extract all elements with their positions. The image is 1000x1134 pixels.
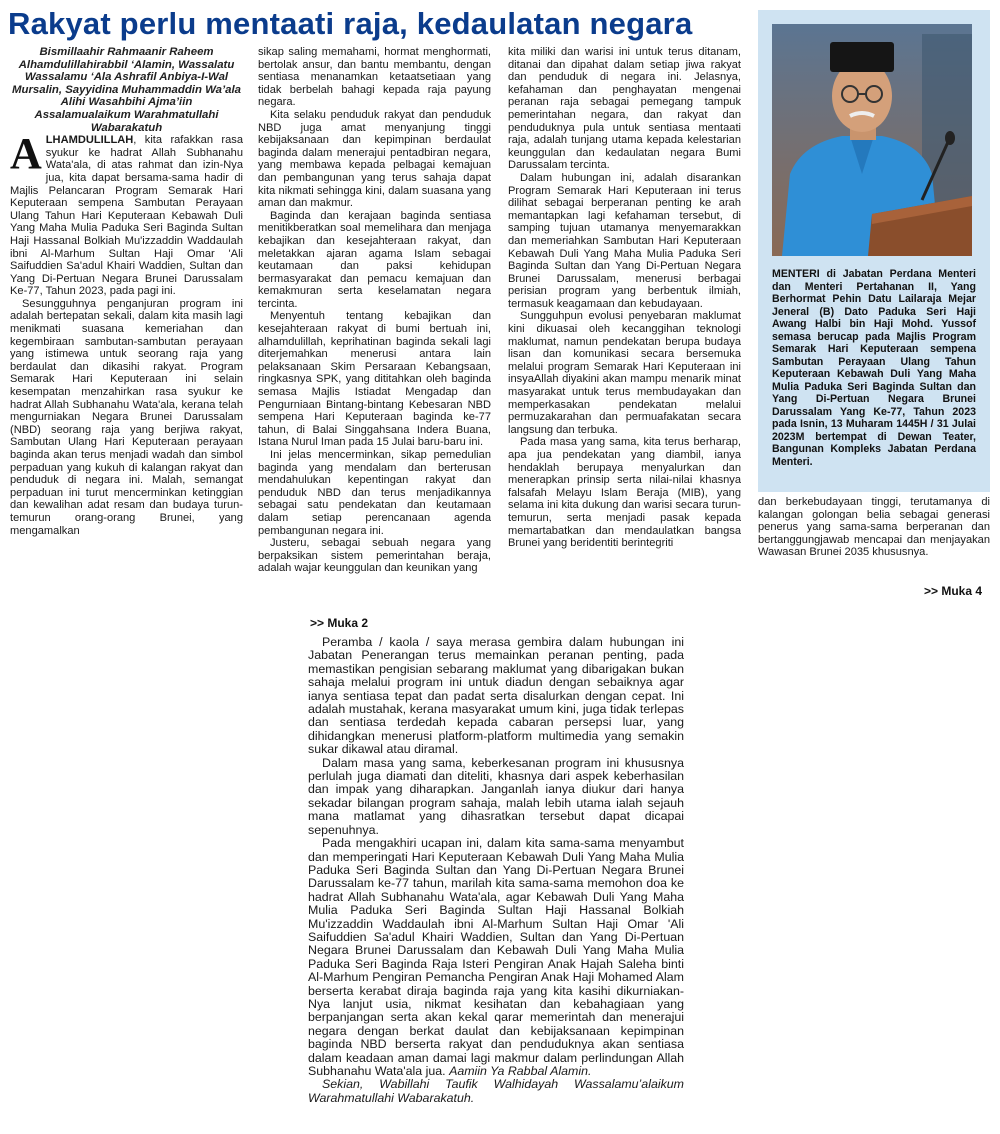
article-paragraph: Peramba / kaola / saya merasa gembira dalam hubungan ini Jabatan Penerangan terus memainkan peranan penting, pada memastikan pengisian sebarang maklumat yang dibarigakan bukan sahaja melalui program ini untuk diadun dengan sebaiknya agar ianya sentiasa tepat dan padat serta disalurkan dengan cepat. Ini adalah mustahak, kerana masyarakat umum kini, juga tidak terlepas dan sentiasa terdedah kepada cabaran persepsi luar, yang dihidangkan menerusi platform-platform multimedia yang semakin sukar dikawal atau diramal.: [308, 636, 684, 757]
jump-muka-4[interactable]: >> Muka 4: [924, 584, 983, 598]
article-paragraph: Menyentuh tentang kebajikan dan kesejahteraan rakyat di bumi bertuah ini, alhamdulillah, keprihatinan baginda sekali lagi diterjemahkan menerusi antara lain pelaksanaan Skim Persaraan Kebangsaan, ringkasnya SPK, yang dititahkan oleh baginda semasa Majlis Istiadat Mengadap dan Pengurniaan Bintang-bintang Kebesaran NBD sempena Hari Keputeraan baginda ke-77 tahun, di Balai Singgahsana Indera Buana, Istana Nurul Iman pada 15 Julai baru-baru ini.: [258, 310, 491, 449]
article-paragraph: Sungguhpun evolusi penyebaran maklumat kini dikuasai oleh kecanggihan teknologi maklumat, namun pendekatan berupa budaya lisan dan komunikasi secara bersemuka melalui program Semarak Hari Keputeraan ini insyaAllah diyakini akan mampu menarik minat masyarakat untuk terus membudayakan dan memperkasakan pendekatan melalui permuzakarahan dan permuafakatan secara langsung dan terbuka.: [508, 310, 741, 436]
article-paragraph: Kita selaku penduduk rakyat dan penduduk NBD juga amat menyanjung tinggi kebijaksanaan dan kepimpinan berdaulat baginda dalam menerajui pentadbiran negara, yang membawa kepada pelbagai kemajuan dan pembangunan yang terus sahaja dapat kita nikmati sehingga kini, dalam suasana yang aman dan makmur.: [258, 108, 491, 210]
article-paragraph: Justeru, sebagai sebuah negara yang berpaksikan sistem pemerintahan beraja, adalah wajar keunggulan dan keunikan yang: [258, 537, 491, 575]
closing-text: Sekian, Wabillahi Taufik Walhidayah Wassalamu’alaikum Warahmatullahi Wabarakatuh.: [308, 1077, 684, 1105]
lead-word: LHAMDULILLAH: [45, 134, 134, 147]
article-paragraph: kita miliki dan warisi ini untuk terus ditanam, ditanai dan dipahat dalam setiap jiwa rakyat dan penduduk di negara ini. Jelasnya, kefahaman dan penghayatan mengenai peranan raja sebagai pemegang tampuk pemerintahan negara, dan rakyat dan penduduknya pula untuk sentiasa mentaati raja, adalah tunjang utama kepada kelestarian keunggulan dan kedaulatan negara Bumi Darussalam tercinta.: [508, 46, 741, 172]
article-column-4: [758, 496, 990, 576]
continuation-column: [308, 636, 684, 1105]
drop-cap: A: [10, 129, 42, 179]
article-paragraph: sikap saling memahami, hormat menghormati, bertolak ansur, dan bantu membantu, dengan sentiasa menanamkan ketaatsetiaan yang tidak berbelah bahagi kepada raja payung negara.: [258, 46, 491, 109]
article-paragraph: Sesungguhnya penganjuran program ini adalah bertepatan sekali, dalam kita masih lagi menikmati suasana kemeriahan dan kegembiraan sambutan-sambutan perayaan yang istimewa untuk seorang raja yang berdaulat dan dikasihi rakyat. Program Semarak Hari Keputeraan ini selain kesempatan menzahirkan rasa syukur ke hadrat Allah Subhanahu Wata'ala, kerana telah mengurniakan Negara Brunei Darussalam (NBD) seorang raja yang berjiwa rakyat, Sambutan Ulang Hari Keputeraan perayaan baginda akan terus menjadi wadah dan simbol perpaduan yang kukuh di kalangan rakyat dan penduduk di negara ini. Malah, semangat perpaduan ini turut mencerminkan ketinggian dan kewalihan adat resam dan budaya turun-temurun orang-orang Brunei, yang mengamalkan: [10, 297, 243, 537]
article-paragraph: Ini jelas mencerminkan, sikap pemedulian baginda yang mendalam dan berterusan mendahulukan kepentingan rakyat dan penduduk NBD dan terus menjadikannya sebagai satu pendekatan dan keutamaan dalam setiap perencanaan agenda pembangunan negara ini.: [258, 449, 491, 537]
speaker-illustration: [772, 24, 972, 256]
article-paragraph: Pada mengakhiri ucapan ini, dalam kita sama-sama menyambut dan memperingati Hari Keputeraan Kebawah Duli Yang Maha Mulia Paduka Seri Baginda Sultan dan Yang Di-Pertuan Negara Brunei Darussalam ke-77 tahun, marilah kita sama-sama memohon doa ke hadrat Allah Subhanahu Wata'ala, agar Kebawah Duli Yang Maha Mulia Paduka Seri Baginda Sultan Haji Hassanal Bolkiah Mu'izzaddin Waddaulah ibni Al-Marhum Sultan Haji Omar 'Ali Saifuddien Sa'adul Khairi Waddien, Sultan dan Yang Di-Pertuan Negara Brunei Darussalam dan Kebawah Duli Yang Maha Mulia Paduka Seri Baginda Raja Isteri Pengiran Anak Hajah Saleha binti Al-Marhum Pengiran Pemancha Pengiran Anak Haji Mohamed Alam berserta kerabat diraja baginda raja yang kita kasihi dikurniakan-Nya lanjut usia, nikmat kesihatan dan kebahagiaan yang berpanjangan serta akan kekal qarar memerintah dan menerajui negara dengan berkat daulat dan kebijaksanaan kepimpinan baginda NBD berserta rakyat dan penduduknya akan sentiasa dalam keadaan aman damai lagi makmur dalam perlindungan Allah Subhanahu Wata'ala jua. Aamiin Ya Rabbal Alamin.: [308, 836, 684, 1078]
amin-text: Aamiin Ya Rabbal Alamin.: [449, 1064, 592, 1078]
jump-muka-2[interactable]: >> Muka 2: [310, 616, 369, 630]
headline: Rakyat perlu mentaati raja, kedaulatan negara: [8, 6, 693, 41]
photo-caption-box: [758, 10, 990, 492]
salam-text: Assalamualaikum Warahmatullahi Wabarakatuh: [34, 108, 219, 134]
bismillah-text: Bismillaahir Rahmaanir Raheem Alhamdulillahirabbil ‘Alamin, Wassalatu Wassalamu ‘Ala Ashrafil Anbiya-I-Wal Mursalin, Sayyidina Muhammaddin Wa’ala Alihi Wasahbihi Ajma’iin: [12, 46, 241, 109]
article-column-2: [258, 46, 491, 604]
speaker-photo: [772, 24, 972, 256]
article-paragraph: Dalam masa yang sama, keberkesanan program ini khususnya perlulah juga diamati dan diteliti, khasnya dari aspek keberhasilan dan impak yang diharapkan. Janganlah ianya diukur dari hanya sekadar bilangan program sahaja, malah lebih utama ialah sejauh mana matlamat yang dihasratkan tersebut dapat dicapai sepenuhnya.: [308, 755, 684, 837]
article-column-1: [10, 46, 243, 604]
article-paragraph: Pada masa yang sama, kita terus berharap, apa jua pendekatan yang diambil, ianya hendaklah berupaya menyalurkan dan menerapkan prinsip serta nilai-nilai khasnya falsafah Melayu Islam Beraja (MIB), yang selama ini kita dukung dan warisi secara turun-temurun, serta menjadi pasak kepada memartabatkan dan mendaulatkan bangsa Brunei yang beridentiti berintegriti: [508, 436, 741, 550]
article-paragraph: Dalam hubungan ini, adalah disarankan Program Semarak Hari Keputeraan ini terus dilihat sebagai berperanan penting ke arah memantapkan lagi kefahaman tersebut, di samping tujuan utamanya menyemarakkan dan memeriahkan Sambutan Hari Keputeraan Kebawah Duli Yang Maha Mulia Paduka Seri Baginda Sultan dan Yang Di-Pertuan Negara Brunei Darussalam, menerusi berbagai perisian program yang berbentuk ilmiah, termasuk keagamaan dan kebudayaan.: [508, 171, 741, 310]
photo-caption: MENTERI di Jabatan Perdana Menteri dan Menteri Pertahanan II, Yang Berhormat Pehin Datu Lailaraja Mejar Jeneral (B) Dato Paduka Seri Haji Awang Halbi bin Haji Mohd. Yussof semasa berucap pada Majlis Program Semarak Hari Keputeraan sempena Sambutan Perayaan Ulang Tahun Keputeraan Kebawah Duli Yang Maha Mulia Paduka Seri Baginda Sultan dan Yang Di-Pertuan Negara Brunei Darussalam Yang Ke-77, Tahun 2023 pada Isnin, 13 Muharam 1445H / 31 Julai 2023M bertempat di Dewan Teater, Bangunan Kompleks Jabatan Perdana Menteri.: [772, 268, 976, 468]
article-paragraph: ALHAMDULILLAH, kita rafakkan rasa syukur ke hadrat Allah Subhanahu Wata'ala, di atas rahmat dan izin-Nya jua, kita dapat bersama-sama hadir di Majlis Pelancaran Program Semarak Hari Keputeraan sempena Sambutan Perayaan Ulang Tahun Hari Keputeraan Kebawah Duli Yang Maha Mulia Paduka Seri Baginda Sultan Haji Hassanal Bolkiah Mu'izzaddin Waddaulah ibni Al-Marhum Sultan Haji Omar 'Ali Saifuddien Sa'adul Khairi Waddien, Sultan dan Yang Di-Pertuan Negara Brunei Darussalam Ke-77, Tahun 2023, pada pagi ini.: [10, 129, 243, 298]
article-paragraph: dan berkebudayaan tinggi, terutamanya di kalangan golongan belia sebagai generasi penerus yang sama-sama berperanan dan bertanggungjawab mencapai dan menjayakan Wawasan Brunei 2035 khususnya.: [758, 496, 990, 559]
article-paragraph: Baginda dan kerajaan baginda sentiasa menitikberatkan soal memelihara dan menjaga kebajikan dan kesejahteraan rakyat, dan meletakkan ajaran agama Islam sebagai keutamaan dan paksi kehidupan bermasyarakat dan pemacu kemajuan dan kemakmuran serta keselamatan negara tercinta.: [258, 209, 491, 310]
article-column-3: [508, 46, 741, 604]
